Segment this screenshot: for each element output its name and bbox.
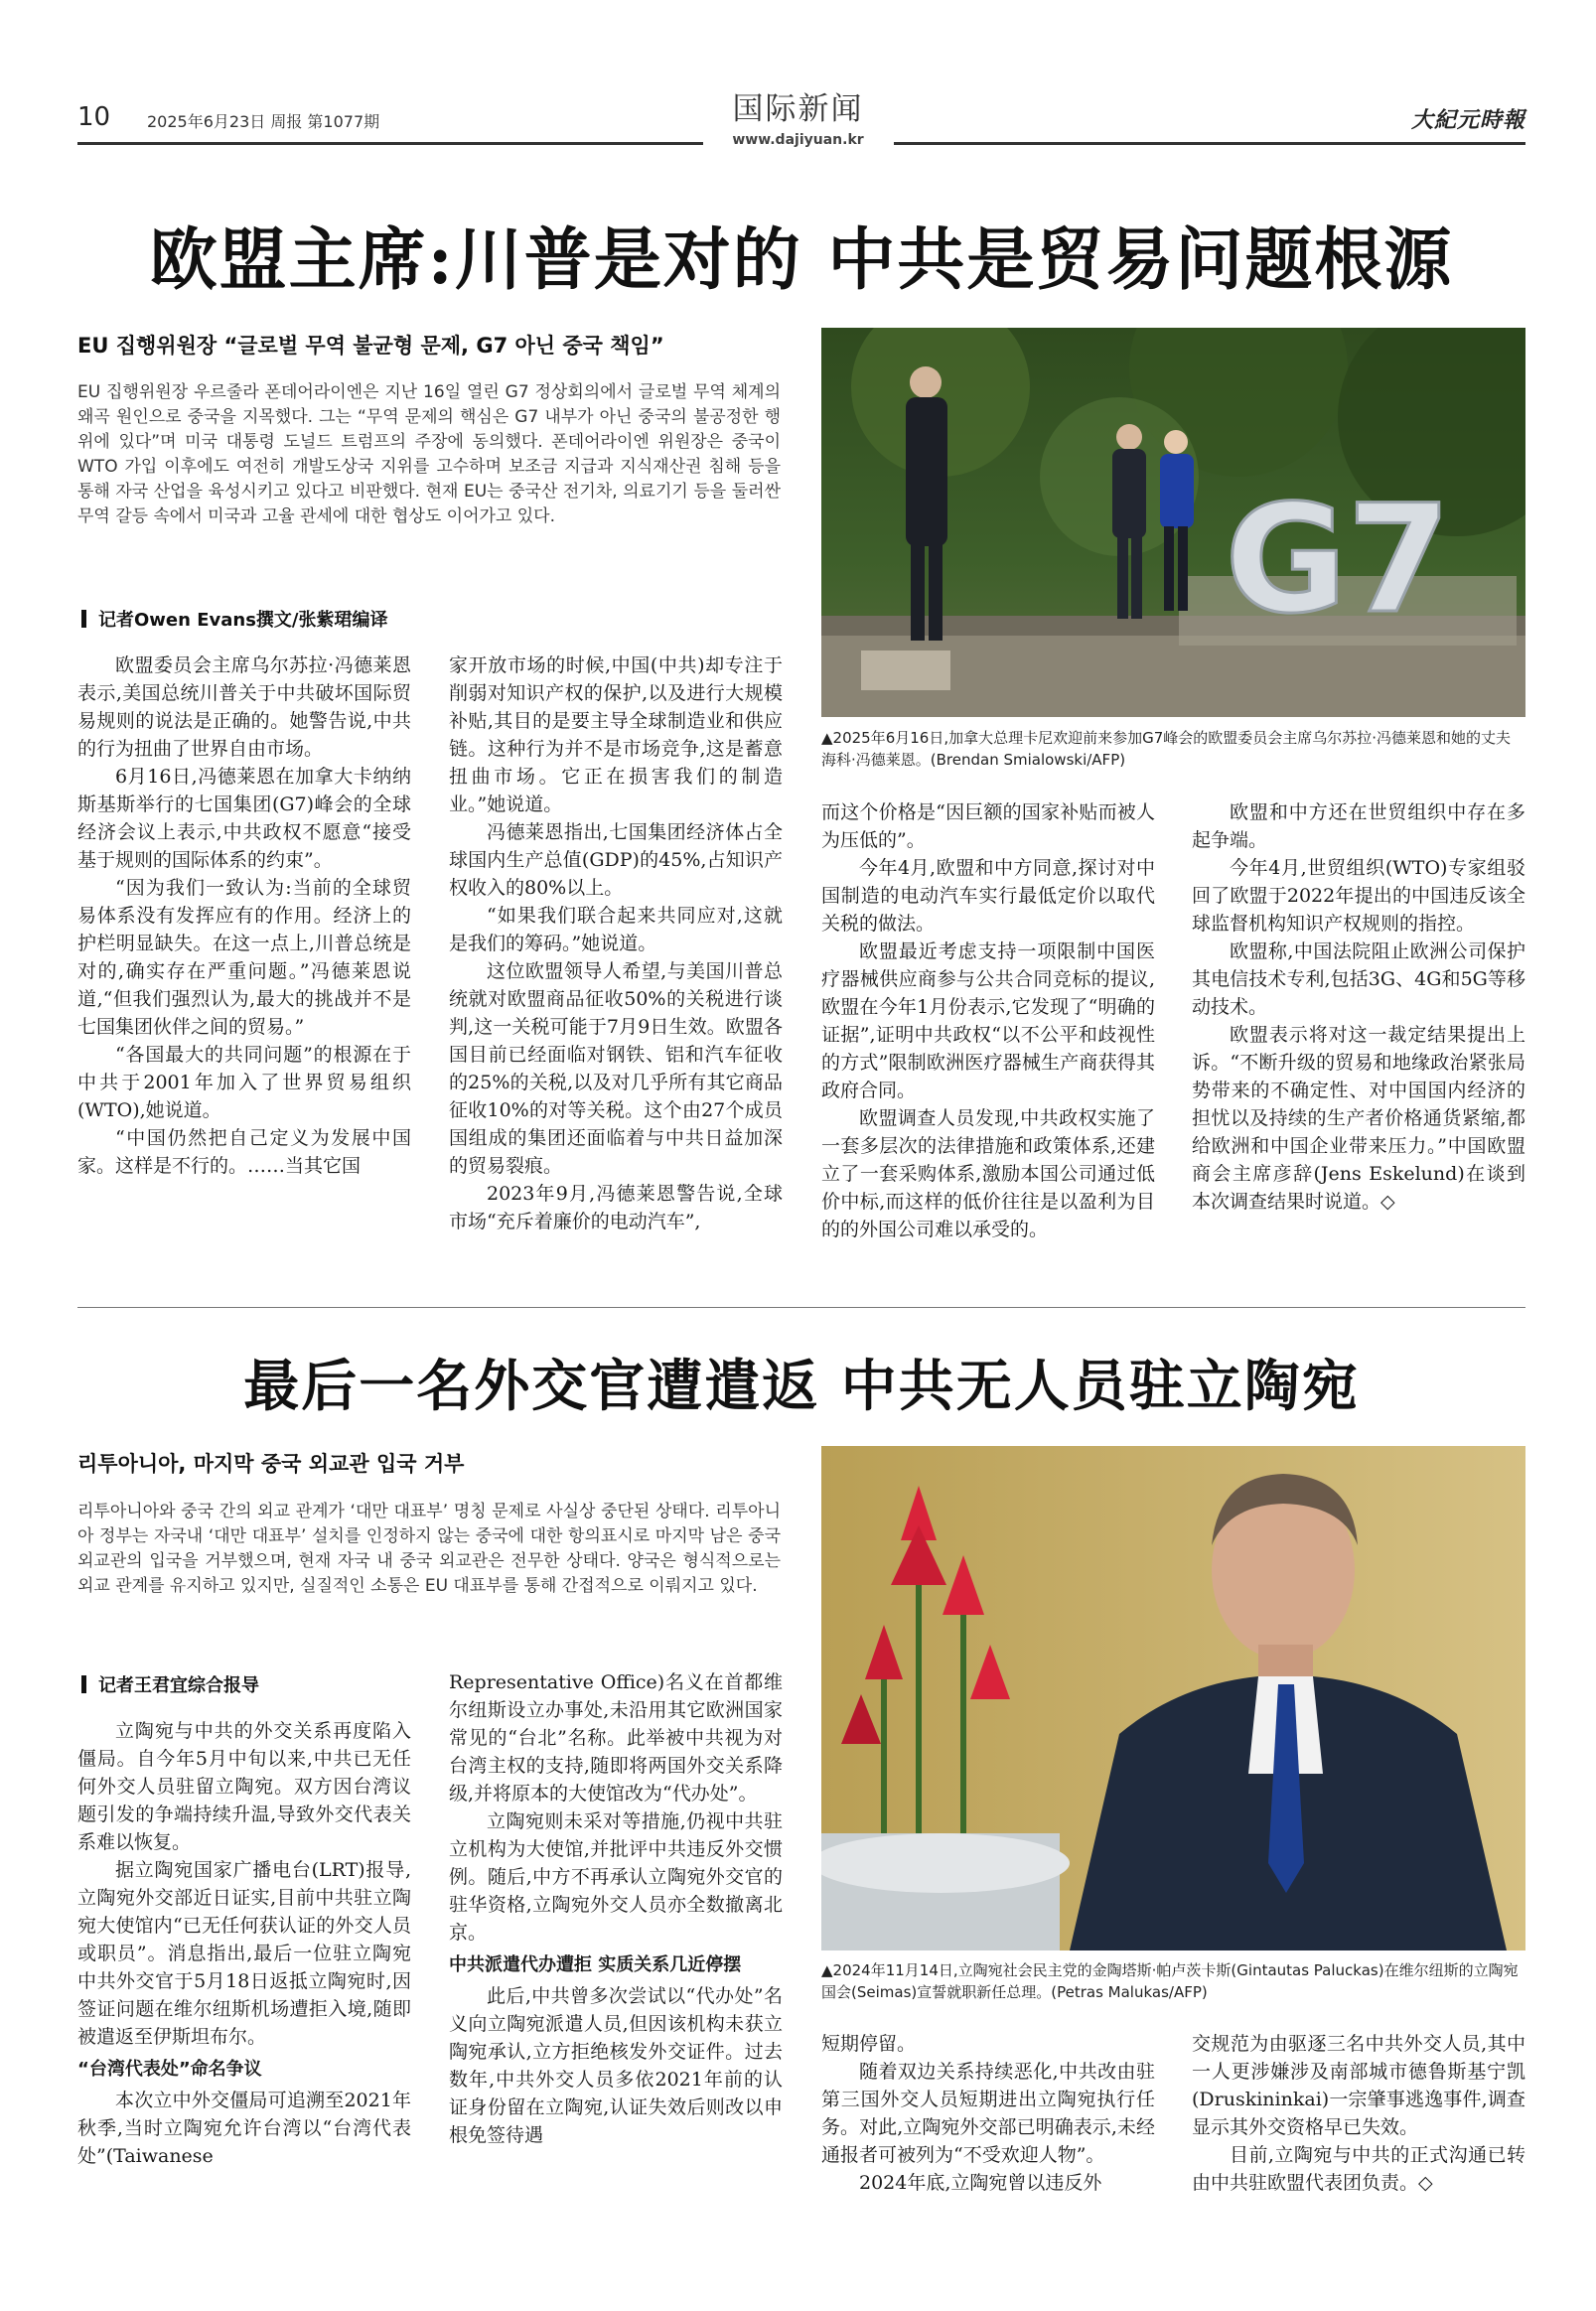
paragraph: 随着双边关系持续恶化,中共改由驻第三国外交人员短期进出立陶宛执行任务。对此,立陶宛外交部已明确表示,未经通报者可被列为“不受欢迎人物”。 (821, 2061, 1155, 2166)
article2-subhead-1: “台湾代表处”命名争议 (77, 2059, 262, 2080)
paragraph: 2023年9月,冯德莱恩警告说,全球市场“充斥着廉价的电动汽车”, (449, 1183, 783, 1232)
paragraph: 这位欧盟领导人希望,与美国川普总统就对欧盟商品征收50%的关税进行谈判,这一关税可能于7月9日生效。欧盟各国目前已经面临对钢铁、铝和汽车征收的25%的关税,以及对几乎所有其它商品征收10%的对等关税。这个由27个成员国组成的集团还面临着与中共日益加深的贸易裂痕。 (449, 960, 783, 1177)
article2-kr-title: 리투아니아, 마지막 중국 외교관 입국 거부 (77, 1452, 465, 1476)
paragraph: 家开放市场的时候,中国(中共)却专注于削弱对知识产权的保护,以及进行大规模补贴,其目的是要主导全球制造业和供应链。这种行为并不是市场竞争,这是蓄意扭曲市场。它正在损害我们的制造业。”她说道。 (449, 654, 783, 815)
paragraph: 欧盟和中方还在世贸组织中存在多起争端。 (1192, 801, 1525, 851)
page-number: 10 (77, 102, 111, 132)
paragraph: 目前,立陶宛与中共的正式沟通已转由中共驻欧盟代表团负责。◇ (1192, 2144, 1525, 2194)
paragraph: “各国最大的共同问题”的根源在于中共于2001年加入了世界贸易组织(WTO),她说道。 (77, 1044, 411, 1121)
paragraph: 欧盟调查人员发现,中共政权实施了一套多层次的法律措施和政策体系,还建立了一套采购体系,激励本国公司通过低价中标,而这样的低价往往是以盈利为目的的外国公司难以承受的。 (821, 1107, 1155, 1240)
article2-column-3 (821, 2030, 1155, 2304)
paragraph: “中国仍然把自己定义为发展中国家。这样是不行的。……当其它国 (77, 1127, 411, 1177)
paragraph: 此后,中共曾多次尝试以“代办处”名义向立陶宛派遣人员,但因该机构未获立陶宛承认,立方拒绝核发外交证件。过去数年,中共外交人员多依2021年前的认证身份留在立陶宛,认证失效后则改以申根免签待遇 (449, 1985, 783, 2146)
lithuania-pm-photo (821, 1446, 1525, 1950)
paragraph: 据立陶宛国家广播电台(LRT)报导,立陶宛外交部近日证实,目前中共驻立陶宛大使馆内“已无任何获认证的外交人员或职员”。消息指出,最后一位驻立陶宛中共外交官于5月18日返抵立陶宛时,因签证问题在维尔纽斯机场遭拒入境,随即被遣返至伊斯坦布尔。 (77, 1859, 411, 2048)
paragraph: “因为我们一致认为:当前的全球贸易体系没有发挥应有的作用。经济上的护栏明显缺失。在这一点上,川普总统是对的,确实存在严重问题。”冯德莱恩说道,“但我们强烈认为,最大的挑战并不是七国集团伙伴之间的贸易。” (77, 877, 411, 1038)
header-rule-left (77, 142, 703, 145)
paragraph: 今年4月,世贸组织(WTO)专家组驳回了欧盟于2022年提出的中国违反该全球监督机构知识产权规则的指控。 (1192, 857, 1525, 935)
byline-marker (81, 1675, 86, 1693)
article1-kr-summary: EU 집행위원장 우르줄라 폰데어라이엔은 지난 16일 열린 G7 정상회의에서 글로벌 무역 체계의 왜곡 원인으로 중국을 지목했다. 그는 “무역 문제의 핵심은 G7 내부가 아닌 중국의 불공정한 행위에 있다”며 미국 대통령 도널드 트럼프의 주장에 동의했다. 폰데어라이엔 위원장은 중국이 WTO 가입 이후에도 여전히 개발도상국 지위를 고수하며 보조금 지급과 지식재산권 침해 등을 통해 자국 산업을 육성시키고 있다고 비판했다. 현재 EU는 중국산 전기차, 의료기기 등을 둘러싼 무역 갈등 속에서 미국과 고율 관세에 대한 협상도 이어가고 있다. (77, 382, 781, 526)
paragraph: 交规范为由驱逐三名中共外交人员,其中一人更涉嫌涉及南部城市德鲁斯基宁凯(Druskininkai)一宗肇事逃逸事件,调查显示其外交资格早已失效。 (1192, 2033, 1525, 2138)
paragraph: 欧盟表示将对这一裁定结果提出上诉。“不断升级的贸易和地缘政治紧张局势带来的不确定性、对中国国内经济的担忧以及持续的生产者价格通货紧缩,都给欧洲和中国企业带来压力。”中国欧盟商会主席彦辞(Jens Eskelund)在谈到本次调查结果时说道。◇ (1192, 1024, 1525, 1213)
paragraph: 欧盟最近考虑支持一项限制中国医疗器械供应商参与公共合同竞标的提议,欧盟在今年1月份表示,它发现了“明确的证据”,证明中共政权“以不公平和歧视性的方式”限制欧洲医疗器械生产商获得其政府合同。 (821, 940, 1155, 1101)
article-divider (77, 1307, 1525, 1308)
paragraph: 今年4月,欧盟和中方同意,探讨对中国制造的电动汽车实行最低定价以取代关税的做法。 (821, 857, 1155, 935)
paragraph: 而这个价格是“因巨额的国家补贴而被人为压低的”。 (821, 801, 1155, 851)
article1-column-1 (77, 651, 411, 1279)
g7-sign: G7 (1225, 474, 1451, 647)
article2-photo-caption: ▲2024年11月14日,立陶宛社会民主党的金陶塔斯·帕卢茨卡斯(Gintautas Paluckas)在维尔纽斯的立陶宛国会(Seimas)宣誓就职新任总理。(Petras Malukas/AFP) (821, 1961, 1519, 2001)
issue-date: 2025年6月23日 周报 第1077期 (147, 112, 380, 131)
newspaper-logo: 大紀元時報 (1410, 107, 1525, 133)
article2-kr-summary: 리투아니아와 중국 간의 외교 관계가 ‘대만 대표부’ 명칭 문제로 사실상 중단된 상태다. 리투아니아 정부는 자국내 ‘대만 대표부’ 설치를 인정하지 않는 중국에 대한 항의표시로 마지막 남은 중국 외교관의 입국을 거부했으며, 현재 자국 내 중국 외교관은 전무한 상태다. 양국은 형식적으로는 외교 관계를 유지하고 있지만, 실질적인 소통은 EU 대표부를 통해 간접적으로 이뤄지고 있다. (77, 1502, 781, 1596)
article2-subhead-2: 中共派遣代办遭拒 实质关系几近停摆 (449, 1954, 742, 1975)
article2-column-4 (1192, 2030, 1525, 2304)
article2-byline-text: 记者王君宜综合报导 (98, 1675, 259, 1696)
paragraph: 本次立中外交僵局可追溯至2021年秋季,当时立陶宛允许台湾以“台湾代表处”(Taiwanese (77, 2090, 411, 2167)
article1-kr-title: EU 집행위원장 “글로벌 무역 불균형 문제, G7 아닌 중국 책임” (77, 334, 664, 358)
article1-headline: 欧盟主席:川普是对的 中共是贸易问题根源 (149, 220, 1454, 300)
paragraph: 冯德莱恩指出,七国集团经济体占全球国内生产总值(GDP)的45%,占知识产权收入的80%以上。 (449, 821, 783, 899)
article2-headline: 最后一名外交官遭遣返 中共无人员驻立陶宛 (243, 1354, 1360, 1419)
paragraph: 立陶宛与中共的外交关系再度陷入僵局。自今年5月中旬以来,中共已无任何外交人员驻留立陶宛。双方因台湾议题引发的争端持续升温,导致外交代表关系难以恢复。 (77, 1720, 411, 1853)
article2-photo (821, 1446, 1525, 1950)
article2-column-1 (77, 1717, 411, 2303)
paragraph: “如果我们联合起来共同应对,这就是我们的筹码。”她说道。 (449, 905, 783, 954)
paragraph: 欧盟称,中国法院阻止欧洲公司保护其电信技术专利,包括3G、4G和5G等移动技术。 (1192, 940, 1525, 1018)
paragraph: 2024年底,立陶宛曾以违反外 (859, 2172, 1102, 2194)
paragraph: 欧盟委员会主席乌尔苏拉·冯德莱恩表示,美国总统川普关于中共破坏国际贸易规则的说法是正确的。她警告说,中共的行为扭曲了世界自由市场。 (77, 654, 411, 760)
site-url[interactable]: www.dajiyuan.kr (732, 132, 864, 148)
article1-column-3 (821, 798, 1155, 1279)
article1-byline (81, 606, 388, 632)
article2-byline (81, 1671, 259, 1697)
header-rule-right (894, 142, 1525, 145)
paragraph: 立陶宛则未采对等措施,仍视中共驻立机构为大使馆,并批评中共违反外交惯例。随后,中方不再承认立陶宛外交官的驻华资格,立陶宛外交人员亦全数撤离北京。 (449, 1810, 783, 1944)
paragraph: 短期停留。 (821, 2033, 917, 2055)
article2-column-2 (449, 1668, 783, 2304)
paragraph: 6月16日,冯德莱恩在加拿大卡纳纳斯基斯举行的七国集团(G7)峰会的全球经济会议上表示,中共政权不愿意“接受基于规则的国际体系的约束”。 (77, 766, 411, 871)
article1-column-2 (449, 651, 783, 1279)
article1-byline-text: 记者Owen Evans撰文/张紫珺编译 (98, 610, 388, 631)
article1-photo (821, 328, 1525, 717)
byline-marker (81, 610, 86, 628)
section-title: 国际新闻 (732, 91, 864, 127)
article1-column-4 (1192, 798, 1525, 1279)
article1-photo-caption: ▲2025年6月16日,加拿大总理卡尼欢迎前来参加G7峰会的欧盟委员会主席乌尔苏拉·冯德莱恩和她的丈夫海科·冯德莱恩。(Brendan Smialowski/AFP) (821, 729, 1512, 769)
paragraph: Representative Office)名义在首都维尔纽斯设立办事处,未沿用其它欧洲国家常见的“台北”名称。此举被中共视为对台湾主权的支持,随即将两国外交关系降级,并将原本的大使馆改为“代办处”。 (449, 1671, 783, 1805)
g7-summit-photo (821, 328, 1525, 717)
